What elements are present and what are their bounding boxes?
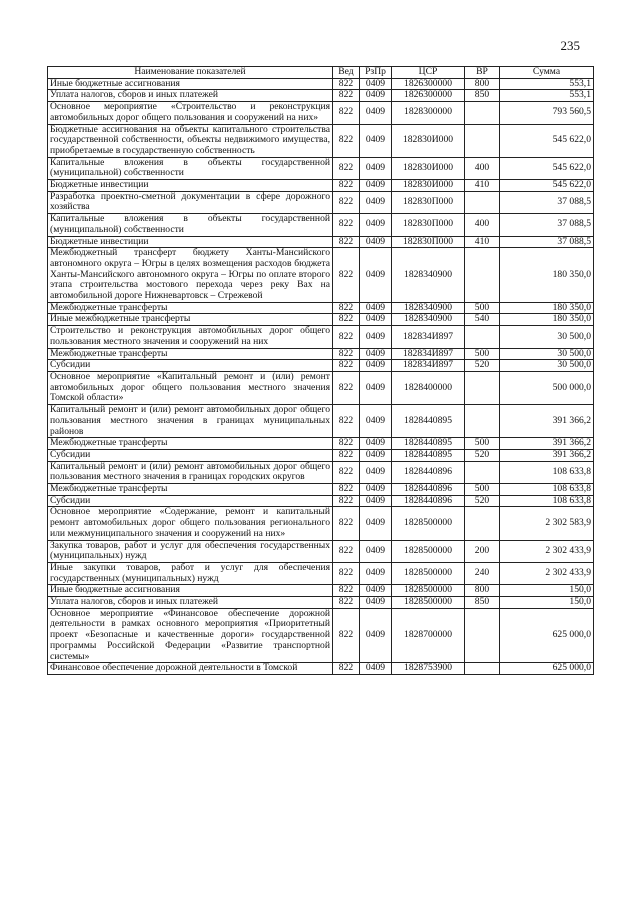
cell-csr: 1828500000 xyxy=(392,540,465,562)
table-header-row xyxy=(48,67,594,79)
cell-ved: 822 xyxy=(333,214,360,236)
cell-rzpr: 0409 xyxy=(360,405,392,438)
cell-csr: 182830П000 xyxy=(392,191,465,213)
cell-vr xyxy=(465,102,500,124)
cell-rzpr: 0409 xyxy=(360,507,392,540)
cell-ved: 822 xyxy=(333,248,360,303)
cell-vr: 500 xyxy=(465,302,500,314)
cell-sum: 180 350,0 xyxy=(500,302,594,314)
cell-name: Субсидии xyxy=(48,495,333,507)
page-number: 235 xyxy=(560,38,580,53)
cell-sum: 30 500,0 xyxy=(500,360,594,372)
table-row xyxy=(48,326,594,348)
cell-ved: 822 xyxy=(333,449,360,461)
cell-rzpr: 0409 xyxy=(360,597,392,609)
cell-ved: 822 xyxy=(333,157,360,179)
table-row xyxy=(48,585,594,597)
cell-rzpr: 0409 xyxy=(360,348,392,360)
cell-ved: 822 xyxy=(333,608,360,663)
cell-sum: 500 000,0 xyxy=(500,371,594,404)
cell-sum: 793 560,5 xyxy=(500,102,594,124)
cell-vr xyxy=(465,405,500,438)
cell-sum: 150,0 xyxy=(500,597,594,609)
cell-ved: 822 xyxy=(333,562,360,584)
header-csr: ЦСР xyxy=(392,67,465,79)
cell-rzpr: 0409 xyxy=(360,78,392,90)
table-row xyxy=(48,438,594,450)
cell-csr: 182834И897 xyxy=(392,326,465,348)
cell-ved: 822 xyxy=(333,438,360,450)
cell-rzpr: 0409 xyxy=(360,663,392,675)
cell-rzpr: 0409 xyxy=(360,236,392,248)
cell-ved: 822 xyxy=(333,371,360,404)
cell-rzpr: 0409 xyxy=(360,371,392,404)
cell-rzpr: 0409 xyxy=(360,124,392,157)
cell-csr: 1828340900 xyxy=(392,314,465,326)
table-row xyxy=(48,78,594,90)
cell-name: Субсидии xyxy=(48,449,333,461)
cell-csr: 1828340900 xyxy=(392,302,465,314)
table-row xyxy=(48,302,594,314)
cell-csr: 182834И897 xyxy=(392,360,465,372)
cell-sum: 37 088,5 xyxy=(500,214,594,236)
budget-table xyxy=(47,66,594,675)
table-row xyxy=(48,214,594,236)
cell-sum: 391 366,2 xyxy=(500,438,594,450)
cell-name: Уплата налогов, сборов и иных платежей xyxy=(48,90,333,102)
table-row xyxy=(48,449,594,461)
table-row xyxy=(48,371,594,404)
cell-ved: 822 xyxy=(333,236,360,248)
header-vr: ВР xyxy=(465,67,500,79)
cell-ved: 822 xyxy=(333,90,360,102)
cell-sum: 545 622,0 xyxy=(500,180,594,192)
cell-name: Иные закупки товаров, работ и услуг для обеспечения государственных (муниципальных) нужд xyxy=(48,562,333,584)
cell-vr xyxy=(465,608,500,663)
cell-sum: 553,1 xyxy=(500,90,594,102)
cell-name: Уплата налогов, сборов и иных платежей xyxy=(48,597,333,609)
cell-name: Основное мероприятие «Содержание, ремонт и капитальный ремонт автомобильных дорог общего пользования регионального или межмуниципального значения и сооружений на них» xyxy=(48,507,333,540)
cell-vr xyxy=(465,461,500,483)
cell-sum: 108 633,8 xyxy=(500,461,594,483)
cell-rzpr: 0409 xyxy=(360,248,392,303)
cell-name: Межбюджетные трансферты xyxy=(48,484,333,496)
cell-ved: 822 xyxy=(333,597,360,609)
cell-sum: 553,1 xyxy=(500,78,594,90)
cell-vr: 850 xyxy=(465,90,500,102)
cell-rzpr: 0409 xyxy=(360,157,392,179)
cell-csr: 1828340900 xyxy=(392,248,465,303)
cell-vr: 520 xyxy=(465,360,500,372)
cell-csr: 1828700000 xyxy=(392,608,465,663)
table-row xyxy=(48,191,594,213)
cell-name: Финансовое обеспечение дорожной деятельности в Томской xyxy=(48,663,333,675)
cell-rzpr: 0409 xyxy=(360,191,392,213)
cell-rzpr: 0409 xyxy=(360,302,392,314)
cell-sum: 545 622,0 xyxy=(500,124,594,157)
cell-vr: 410 xyxy=(465,180,500,192)
table-row xyxy=(48,405,594,438)
cell-csr: 1828440896 xyxy=(392,461,465,483)
cell-rzpr: 0409 xyxy=(360,449,392,461)
table-row xyxy=(48,314,594,326)
cell-sum: 180 350,0 xyxy=(500,248,594,303)
cell-vr: 200 xyxy=(465,540,500,562)
cell-ved: 822 xyxy=(333,326,360,348)
header-ved: Вед xyxy=(333,67,360,79)
cell-vr xyxy=(465,326,500,348)
cell-rzpr: 0409 xyxy=(360,585,392,597)
cell-name: Иные межбюджетные трансферты xyxy=(48,314,333,326)
cell-rzpr: 0409 xyxy=(360,90,392,102)
cell-vr xyxy=(465,124,500,157)
cell-rzpr: 0409 xyxy=(360,461,392,483)
table-row xyxy=(48,348,594,360)
table-row xyxy=(48,597,594,609)
cell-name: Капитальные вложения в объекты государственной (муниципальной) собственности xyxy=(48,157,333,179)
cell-vr: 500 xyxy=(465,484,500,496)
header-rzpr: РзПр xyxy=(360,67,392,79)
cell-csr: 1828500000 xyxy=(392,597,465,609)
cell-name: Основное мероприятие «Капитальный ремонт и (или) ремонт автомобильных дорог общего пользования местного значения Томской области» xyxy=(48,371,333,404)
cell-ved: 822 xyxy=(333,302,360,314)
cell-csr: 1826300000 xyxy=(392,90,465,102)
cell-rzpr: 0409 xyxy=(360,495,392,507)
cell-vr: 500 xyxy=(465,348,500,360)
header-name: Наименование показателей xyxy=(48,67,333,79)
cell-vr: 400 xyxy=(465,214,500,236)
cell-csr: 1826300000 xyxy=(392,78,465,90)
cell-vr: 800 xyxy=(465,585,500,597)
cell-sum: 2 302 433,9 xyxy=(500,562,594,584)
cell-csr: 1828440895 xyxy=(392,449,465,461)
cell-csr: 182830И000 xyxy=(392,157,465,179)
cell-name: Иные бюджетные ассигнования xyxy=(48,585,333,597)
cell-name: Бюджетные инвестиции xyxy=(48,236,333,248)
cell-rzpr: 0409 xyxy=(360,438,392,450)
cell-ved: 822 xyxy=(333,663,360,675)
cell-csr: 1828400000 xyxy=(392,371,465,404)
cell-ved: 822 xyxy=(333,405,360,438)
cell-vr: 500 xyxy=(465,438,500,450)
cell-vr: 520 xyxy=(465,449,500,461)
cell-name: Капитальный ремонт и (или) ремонт автомобильных дорог общего пользования местного значения в границах городских округов xyxy=(48,461,333,483)
cell-vr: 540 xyxy=(465,314,500,326)
table-row xyxy=(48,124,594,157)
cell-rzpr: 0409 xyxy=(360,180,392,192)
cell-vr: 400 xyxy=(465,157,500,179)
cell-sum: 108 633,8 xyxy=(500,495,594,507)
cell-ved: 822 xyxy=(333,191,360,213)
cell-vr xyxy=(465,191,500,213)
cell-ved: 822 xyxy=(333,124,360,157)
cell-vr: 850 xyxy=(465,597,500,609)
cell-name: Капитальный ремонт и (или) ремонт автомобильных дорог общего пользования местного значения в границах муниципальных районов xyxy=(48,405,333,438)
cell-rzpr: 0409 xyxy=(360,540,392,562)
cell-vr xyxy=(465,248,500,303)
cell-rzpr: 0409 xyxy=(360,360,392,372)
cell-sum: 30 500,0 xyxy=(500,326,594,348)
table-row xyxy=(48,157,594,179)
table-row xyxy=(48,360,594,372)
cell-vr: 800 xyxy=(465,78,500,90)
cell-csr: 1828440895 xyxy=(392,405,465,438)
cell-sum: 37 088,5 xyxy=(500,236,594,248)
table-row xyxy=(48,90,594,102)
table-row xyxy=(48,540,594,562)
cell-sum: 2 302 433,9 xyxy=(500,540,594,562)
cell-rzpr: 0409 xyxy=(360,214,392,236)
cell-name: Основное мероприятие «Строительство и реконструкция автомобильных дорог общего пользования и сооружений на них» xyxy=(48,102,333,124)
cell-name: Межбюджетный трансферт бюджету Ханты-Мансийского автономного округа – Югры в целях возмещения расходов бюджета Ханты-Мансийского автономного округа – Югры по оплате второго этапа строительства мостового перехода через реку Вах на автомобильной дороге Нижневартовск – Стрежевой xyxy=(48,248,333,303)
table-row xyxy=(48,608,594,663)
cell-vr xyxy=(465,507,500,540)
cell-csr: 1828500000 xyxy=(392,585,465,597)
cell-sum: 391 366,2 xyxy=(500,449,594,461)
cell-vr: 520 xyxy=(465,495,500,507)
cell-csr: 1828440895 xyxy=(392,438,465,450)
cell-sum: 180 350,0 xyxy=(500,314,594,326)
cell-name: Межбюджетные трансферты xyxy=(48,348,333,360)
table-row xyxy=(48,248,594,303)
table-row xyxy=(48,102,594,124)
cell-csr: 182830И000 xyxy=(392,180,465,192)
cell-name: Основное мероприятие «Финансовое обеспечение дорожной деятельности в рамках основного мероприятия «Приоритетный проект «Безопасные и качественные дороги» государственной программы Российской Федерации «Развитие транспортной системы» xyxy=(48,608,333,663)
cell-ved: 822 xyxy=(333,540,360,562)
cell-ved: 822 xyxy=(333,180,360,192)
cell-rzpr: 0409 xyxy=(360,484,392,496)
cell-name: Межбюджетные трансферты xyxy=(48,438,333,450)
cell-sum: 2 302 583,9 xyxy=(500,507,594,540)
table-body xyxy=(48,78,594,674)
table-row xyxy=(48,236,594,248)
cell-vr xyxy=(465,663,500,675)
cell-name: Иные бюджетные ассигнования xyxy=(48,78,333,90)
cell-csr: 182830П000 xyxy=(392,214,465,236)
cell-name: Межбюджетные трансферты xyxy=(48,302,333,314)
cell-ved: 822 xyxy=(333,314,360,326)
cell-vr: 240 xyxy=(465,562,500,584)
cell-ved: 822 xyxy=(333,102,360,124)
cell-sum: 30 500,0 xyxy=(500,348,594,360)
cell-vr xyxy=(465,371,500,404)
cell-rzpr: 0409 xyxy=(360,314,392,326)
cell-sum: 108 633,8 xyxy=(500,484,594,496)
table-row xyxy=(48,507,594,540)
cell-vr: 410 xyxy=(465,236,500,248)
cell-ved: 822 xyxy=(333,585,360,597)
cell-csr: 1828300000 xyxy=(392,102,465,124)
cell-ved: 822 xyxy=(333,507,360,540)
cell-sum: 150,0 xyxy=(500,585,594,597)
cell-rzpr: 0409 xyxy=(360,326,392,348)
cell-rzpr: 0409 xyxy=(360,608,392,663)
header-sum: Сумма xyxy=(500,67,594,79)
table-row xyxy=(48,663,594,675)
table-row xyxy=(48,180,594,192)
cell-sum: 391 366,2 xyxy=(500,405,594,438)
cell-csr: 1828753900 xyxy=(392,663,465,675)
cell-sum: 625 000,0 xyxy=(500,608,594,663)
cell-name: Субсидии xyxy=(48,360,333,372)
cell-ved: 822 xyxy=(333,461,360,483)
cell-ved: 822 xyxy=(333,495,360,507)
cell-ved: 822 xyxy=(333,348,360,360)
table-row xyxy=(48,495,594,507)
cell-csr: 1828440896 xyxy=(392,484,465,496)
cell-name: Закупка товаров, работ и услуг для обеспечения государственных (муниципальных) нужд xyxy=(48,540,333,562)
table-row xyxy=(48,484,594,496)
cell-csr: 1828500000 xyxy=(392,562,465,584)
cell-ved: 822 xyxy=(333,484,360,496)
cell-csr: 1828500000 xyxy=(392,507,465,540)
cell-name: Бюджетные инвестиции xyxy=(48,180,333,192)
cell-name: Строительство и реконструкция автомобильных дорог общего пользования местного значения и сооружений на них xyxy=(48,326,333,348)
table-row xyxy=(48,461,594,483)
cell-csr: 182830П000 xyxy=(392,236,465,248)
cell-rzpr: 0409 xyxy=(360,102,392,124)
cell-csr: 182830И000 xyxy=(392,124,465,157)
cell-name: Разработка проектно-сметной документации в сфере дорожного хозяйства xyxy=(48,191,333,213)
cell-sum: 625 000,0 xyxy=(500,663,594,675)
cell-ved: 822 xyxy=(333,360,360,372)
cell-csr: 182834И897 xyxy=(392,348,465,360)
cell-rzpr: 0409 xyxy=(360,562,392,584)
cell-csr: 1828440896 xyxy=(392,495,465,507)
cell-sum: 545 622,0 xyxy=(500,157,594,179)
cell-sum: 37 088,5 xyxy=(500,191,594,213)
cell-ved: 822 xyxy=(333,78,360,90)
table-row xyxy=(48,562,594,584)
cell-name: Бюджетные ассигнования на объекты капитального строительства государственной собственности, объекты недвижимого имущества, приобретаемые в государственную собственность xyxy=(48,124,333,157)
cell-name: Капитальные вложения в объекты государственной (муниципальной) собственности xyxy=(48,214,333,236)
